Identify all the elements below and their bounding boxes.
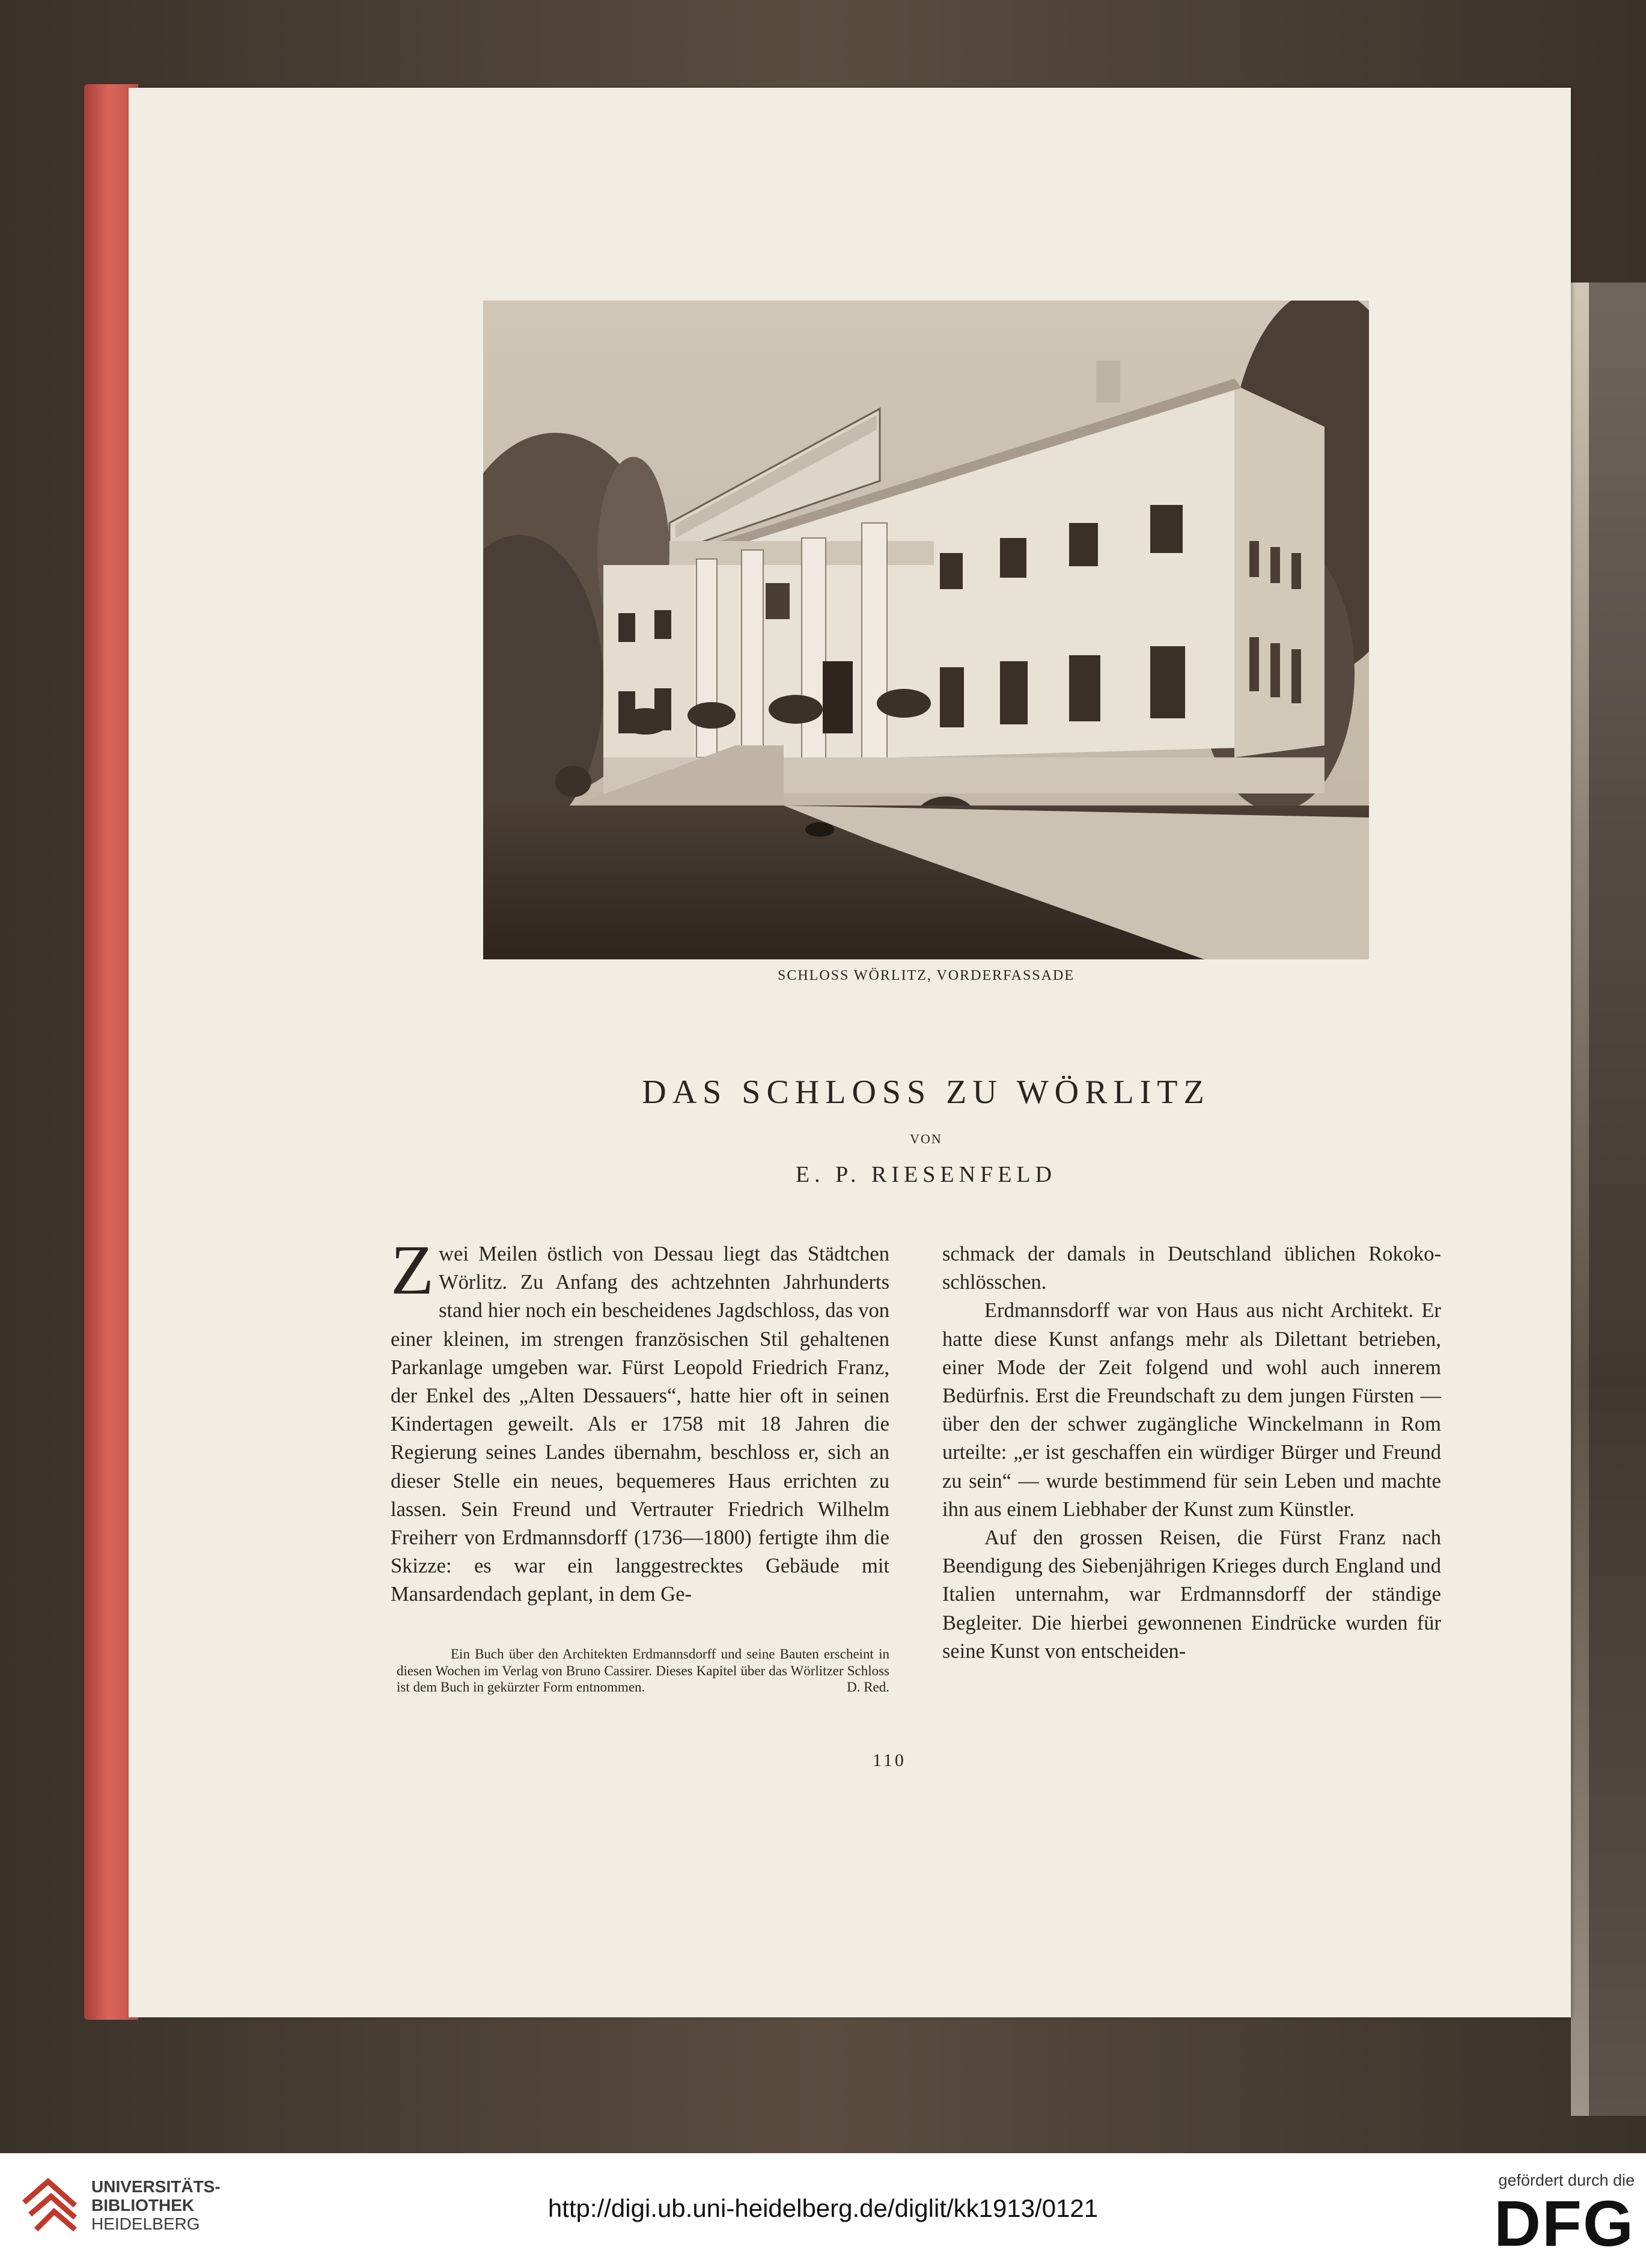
funding-label: gefördert durch die bbox=[1498, 2171, 1635, 2189]
paragraph-1-continued: schmack der damals in Deutschland üblichen Rokokoschlösschen. bbox=[942, 1243, 1441, 1294]
editor-footnote bbox=[397, 1646, 889, 1696]
text-column-right bbox=[942, 1240, 1441, 1666]
document-url-link[interactable]: http://digi.ub.uni-heidelberg.de/diglit/kk1913/0121 bbox=[547, 2194, 1099, 2222]
photo-caption: SCHLOSS WÖRLITZ, VORDERFASSADE bbox=[777, 968, 1075, 983]
page-number: 110 bbox=[873, 1750, 906, 1770]
paragraph-3: Auf den grossen Reisen, die Fürst Franz nach Beendigung des Siebenjährigen Krieges durch England und Italien unternahm, war Erdmannsdorff der ständige Begleiter. Die hierbei gewonnenen Eindrücke wurden für seine Kunst von entscheiden- bbox=[942, 1526, 1441, 1663]
article-von: VON bbox=[910, 1131, 942, 1146]
footnote-sign: D. Red. bbox=[847, 1680, 889, 1695]
paragraph-2: Erdmannsdorff war von Haus aus nicht Architekt. Er hatte diese Kunst anfangs mehr als Dilettant betrieben, einer Mode der Zeit folgend und wohl auch innerem Bedürfnis. Erst die Freundschaft zu dem jungen Fürsten — über den der schwer zugängliche Winckelmann in Rom urteilte: „er ist geschaffen ein würdiger Bürger und Freund zu sein“ — wurde bestimmend für sein Leben und machte ihn aus einem Liebhaber der Kunst zum Künstler. bbox=[942, 1299, 1441, 1521]
photo-schloss-woerlitz bbox=[483, 301, 1369, 959]
text-column-left bbox=[391, 1230, 889, 1609]
paragraph-1-text: wei Meilen östlich von Dessau liegt das Städtchen Wörlitz. Zu Anfang des achtzehnten Jahrhunderts stand hier noch ein bescheidenes Jagdschloss, das von einer kleinen, im strengen französischen Stil gehaltenen Parkanlage umgeben war. Fürst Leopold Friedrich Franz, der Enkel des „Alten Dessauers“, hatte hier oft in seinen Kindertagen geweilt. Als er 1758 mit 18 Jahren die Regierung seines Landes übernahm, beschloss er, sich an dieser Stelle ein neues, bequemeres Haus errichten zu lassen. Sein Freund und Vertrauter Friedrich Wilhelm Freiherr von Erdmannsdorff (1736—1800) fertigte ihm die Skizze: es war ein langgestrecktes Gebäude mit Mansardendach geplant, in dem Ge- bbox=[391, 1243, 889, 1606]
article-author: E. P. RIESENFELD bbox=[795, 1162, 1057, 1187]
dfg-logo: DFG bbox=[1494, 2187, 1635, 2260]
digitization-footer bbox=[0, 2153, 1646, 2268]
article-title: DAS SCHLOSS ZU WÖRLITZ bbox=[642, 1074, 1210, 1111]
adjacent-page-strip bbox=[1571, 283, 1646, 2116]
footnote-text: Ein Buch über den Architekten Erdmannsdorff und seine Bauten erscheint in diesen Wochen im Verlag von Bruno Cassirer. Dieses Kapitel über das Wörlitzer Schloss ist dem Buch in gekürzter Form entnommen. bbox=[397, 1646, 889, 1695]
paragraph-1 bbox=[391, 1230, 889, 1609]
drop-cap: Z bbox=[391, 1230, 434, 1309]
university-library-name: UNIVERSITÄTS- BIBLIOTHEK HEIDELBERG bbox=[91, 2177, 221, 2233]
